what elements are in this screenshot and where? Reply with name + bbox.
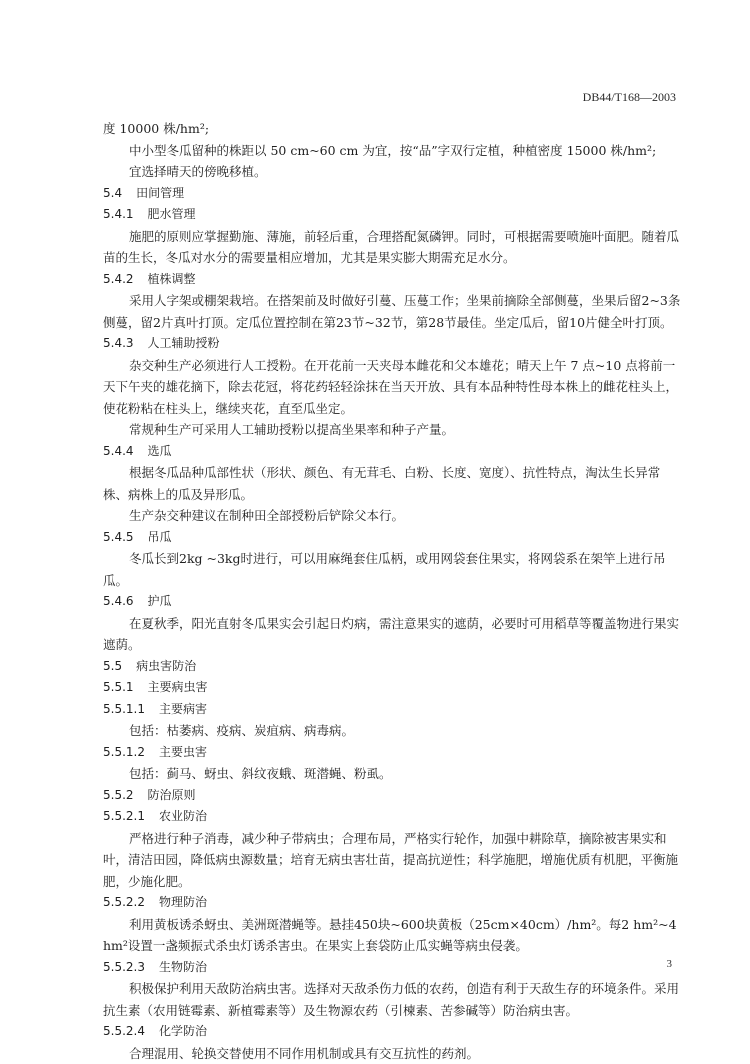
- paragraph: 在夏秋季，阳光直射冬瓜果实会引起日灼病，需注意果实的遮荫，必要时可用稻草等覆盖物进行果实遮荫。: [103, 613, 683, 656]
- section-title: 植株调整: [148, 272, 196, 286]
- section-heading: [103, 656, 683, 678]
- section-heading: [103, 183, 683, 205]
- section-number: 5.4.4: [103, 441, 134, 463]
- paragraph: 合理混用、轮换交替使用不同作用机制或具有交互抗性的药剂。: [103, 1043, 683, 1064]
- section-heading: [103, 441, 683, 463]
- section-number: 5.5.2: [103, 785, 134, 807]
- document-code: DB44/T168—2003: [583, 90, 676, 105]
- section-number: 5.5.1.1: [103, 699, 145, 721]
- paragraph: 杂交种生产必须进行人工授粉。在开花前一天夹母本雌花和父本雄花；晴天上午 7 点~10 点将前一天下午夹的雄花摘下，除去花冠，将花药轻轻涂抹在当天开放、具有本品种特性母本株上的雌花柱头上，使花粉粘在柱头上，继续夹花，直至瓜坐定。: [103, 355, 683, 420]
- section-heading: [103, 957, 683, 979]
- text-line: 中小型冬瓜留种的株距以 50 cm~60 cm 为宜，按“品”字双行定植，种植密度 15000 株/hm²;: [103, 140, 683, 162]
- section-title: 选瓜: [148, 444, 172, 458]
- section-title: 人工辅助授粉: [148, 336, 220, 350]
- page-number: 3: [667, 958, 673, 970]
- section-title: 吊瓜: [148, 530, 172, 544]
- section-number: 5.5.1.2: [103, 742, 145, 764]
- paragraph: 包括：枯萎病、疫病、炭疽病、病毒病。: [103, 720, 683, 742]
- section-number: 5.4.5: [103, 527, 134, 549]
- section-number: 5.4.3: [103, 333, 134, 355]
- section-title: 病虫害防治: [136, 659, 196, 673]
- section-title: 主要虫害: [159, 745, 207, 759]
- section-number: 5.5: [103, 656, 122, 678]
- section-title: 物理防治: [159, 895, 207, 909]
- section-heading: [103, 806, 683, 828]
- paragraph: 包括：蓟马、蚜虫、斜纹夜蛾、斑潜蝇、粉虱。: [103, 763, 683, 785]
- paragraph: 常规种生产可采用人工辅助授粉以提高坐果率和种子产量。: [103, 419, 683, 441]
- paragraph: 积极保护利用天敌防治病虫害。选择对天敌杀伤力低的农药，创造有利于天敌生存的环境条件。采用抗生素（农用链霉素、新植霉素等）及生物源农药（引楝素、苦参碱等）防治病虫害。: [103, 978, 683, 1021]
- section-heading: [103, 204, 683, 226]
- document-body: [103, 118, 683, 1064]
- section-number: 5.5.2.2: [103, 892, 145, 914]
- section-title: 化学防治: [159, 1024, 207, 1038]
- text-line: 度 10000 株/hm²;: [103, 118, 683, 140]
- section-number: 5.4.6: [103, 591, 134, 613]
- section-number: 5.4: [103, 183, 122, 205]
- section-number: 5.5.2.1: [103, 806, 145, 828]
- paragraph: 利用黄板诱杀蚜虫、美洲斑潜蝇等。悬挂450块~600块黄板（25cm×40cm）/hm²。每2 hm²~4 hm²设置一盏频振式杀虫灯诱杀害虫。在果实上套袋防止瓜实蝇等病虫侵袭。: [103, 914, 683, 957]
- paragraph: 施肥的原则应掌握勤施、薄施，前轻后重，合理搭配氮磷钾。同时，可根据需要喷施叶面肥。随着瓜苗的生长，冬瓜对水分的需要量相应增加，尤其是果实膨大期需充足水分。: [103, 226, 683, 269]
- text-line: 宜选择晴天的傍晚移植。: [103, 161, 683, 183]
- section-heading: [103, 333, 683, 355]
- section-title: 农业防治: [159, 809, 207, 823]
- section-heading: [103, 785, 683, 807]
- section-title: 护瓜: [148, 594, 172, 608]
- section-title: 主要病虫害: [148, 680, 208, 694]
- paragraph: 生产杂交种建议在制种田全部授粉后铲除父本行。: [103, 505, 683, 527]
- section-number: 5.5.1: [103, 677, 134, 699]
- section-number: 5.5.2.3: [103, 957, 145, 979]
- section-title: 生物防治: [159, 960, 207, 974]
- section-heading: [103, 1021, 683, 1043]
- section-number: 5.4.1: [103, 204, 134, 226]
- section-number: 5.4.2: [103, 269, 134, 291]
- paragraph: 采用人字架或棚架栽培。在搭架前及时做好引蔓、压蔓工作；坐果前摘除全部侧蔓，坐果后留2~3条侧蔓，留2片真叶打顶。定瓜位置控制在第23节~32节，第28节最佳。坐定瓜后，留10片健全叶打顶。: [103, 290, 683, 333]
- paragraph: 严格进行种子消毒，减少种子带病虫；合理布局，严格实行轮作，加强中耕除草，摘除被害果实和叶，清洁田园，降低病虫源数量；培育无病虫害壮苗，提高抗逆性；科学施肥，增施优质有机肥，平衡施肥，少施化肥。: [103, 828, 683, 893]
- section-number: 5.5.2.4: [103, 1021, 145, 1043]
- paragraph: 冬瓜长到2kg ~3kg时进行，可以用麻绳套住瓜柄，或用网袋套住果实，将网袋系在架竿上进行吊瓜。: [103, 548, 683, 591]
- section-heading: [103, 269, 683, 291]
- paragraph: 根据冬瓜品种瓜部性状（形状、颜色、有无茸毛、白粉、长度、宽度）、抗性特点，淘汰生长异常株、病株上的瓜及异形瓜。: [103, 462, 683, 505]
- section-heading: [103, 591, 683, 613]
- section-title: 防治原则: [148, 788, 196, 802]
- section-heading: [103, 892, 683, 914]
- section-heading: [103, 677, 683, 699]
- section-title: 主要病害: [159, 702, 207, 716]
- section-heading: [103, 742, 683, 764]
- section-heading: [103, 699, 683, 721]
- section-title: 田间管理: [136, 186, 184, 200]
- section-heading: [103, 527, 683, 549]
- section-title: 肥水管理: [148, 207, 196, 221]
